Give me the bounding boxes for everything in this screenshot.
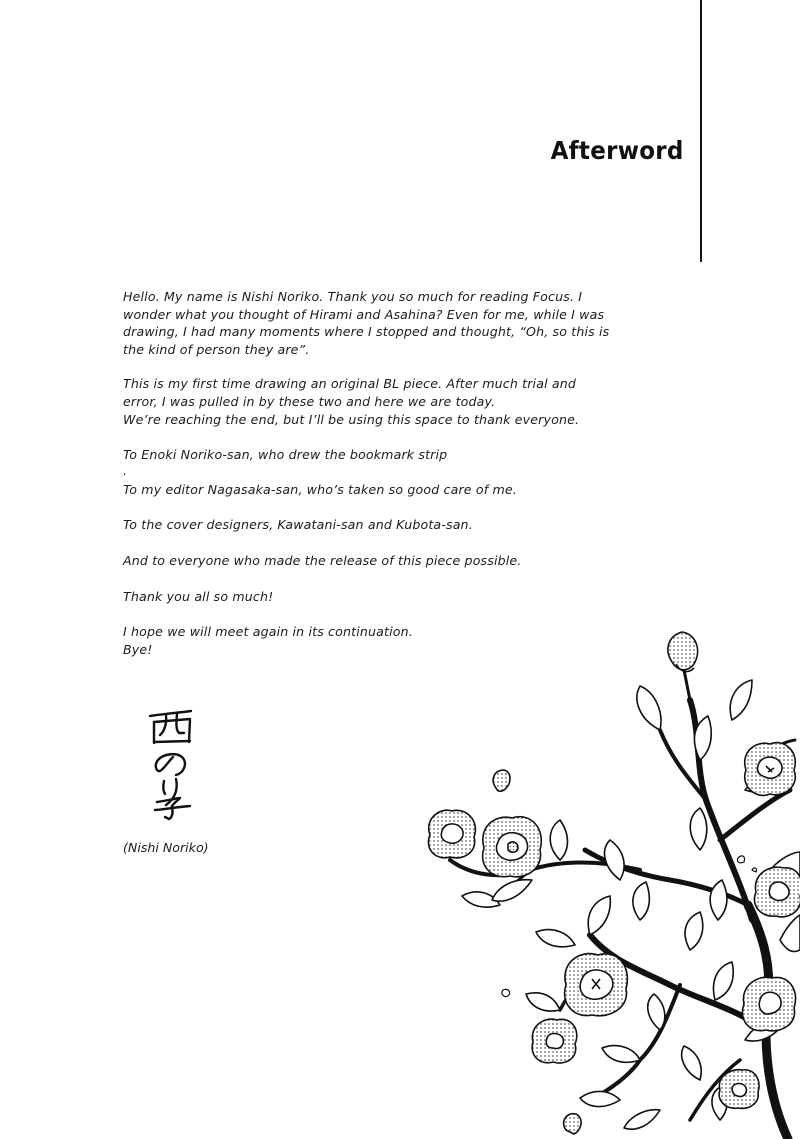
paragraph-thanks-designers: To the cover designers, Kawatani-san and Kubota-san. <box>123 517 473 533</box>
paragraph-thank-you: Thank you all so much! <box>123 588 274 604</box>
page-title: Afterword <box>550 136 684 165</box>
paragraph-thanks-bookmark: To Enoki Noriko-san, who drew the bookmark strip <box>123 447 448 463</box>
paragraph-thanks-everyone: And to everyone who made the release of this piece possible. <box>123 552 522 568</box>
paragraph-thanks-editor: To my editor Nagasaka-san, who’s taken so good care of me. <box>123 481 517 497</box>
paragraph-greeting: Hello. My name is Nishi Noriko. Thank you so much for reading Focus. I wonder what you thought of Hirami and Asahina? Even for me, while I was drawing, I had many moments where I stopped and thought, “Oh, so this is the kind of person they are”. <box>123 289 610 357</box>
paragraph-farewell: I hope we will meet again in its continuation. Bye! <box>123 624 413 657</box>
signature-name: (Nishi Noriko) <box>123 840 209 855</box>
paragraph-first-bl: This is my first time drawing an original BL piece. After much trial and error, I was pulled in by these two and here we are today. We’re reaching the end, but I’ll be using this space to thank everyone. <box>123 376 580 427</box>
stray-period: . <box>123 462 128 478</box>
